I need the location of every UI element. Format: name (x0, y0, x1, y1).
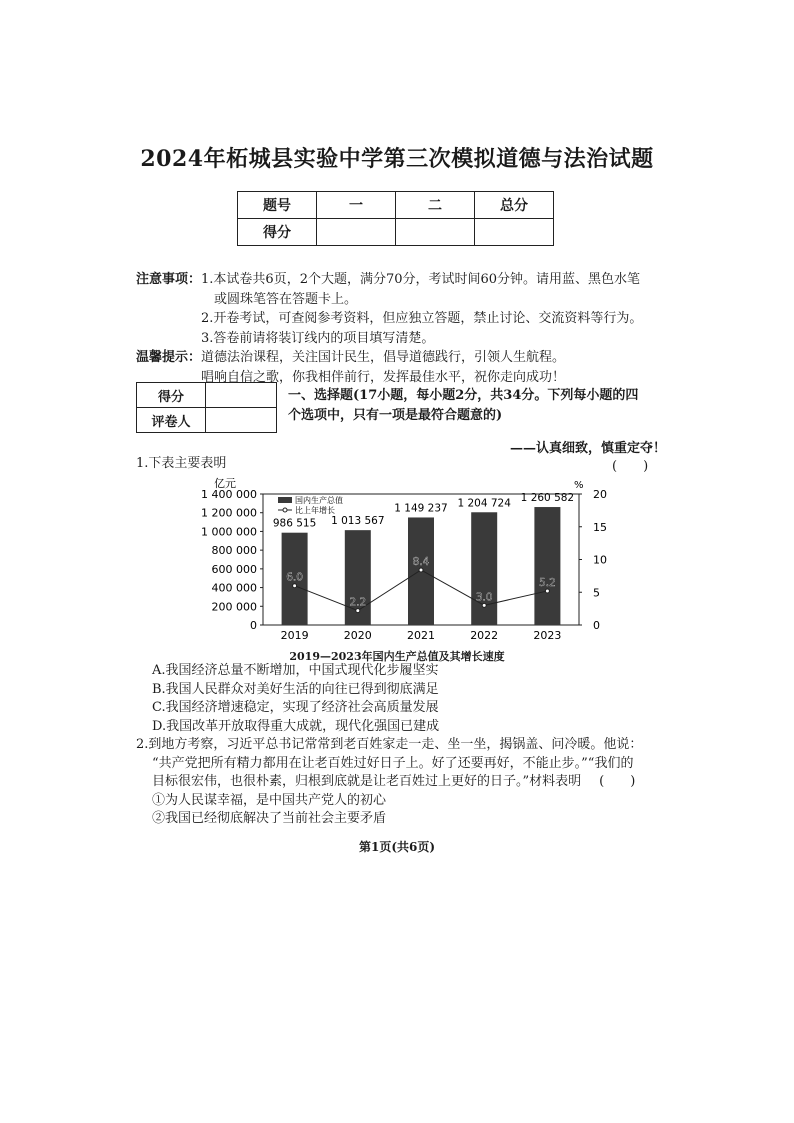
q1-option-a[interactable]: A.我国经济总量不断增加，中国式现代化步履坚实 (152, 663, 439, 678)
left-tick-label: 1 400 000 (201, 488, 257, 501)
left-tick-label: 0 (250, 619, 257, 632)
q1-stem: 1.下表主要表明 (136, 456, 227, 471)
notes-label: 注意事项： (136, 272, 202, 287)
x-tick-label: 2020 (343, 629, 372, 642)
q1-options (152, 662, 439, 736)
chart-left-ticks (201, 488, 263, 632)
gdp-bar-label: 1 260 582 (520, 492, 575, 505)
growth-point (482, 603, 486, 607)
left-tick-label: 800 000 (211, 544, 257, 558)
gdp-bar-label: 1 149 237 (394, 502, 448, 515)
reminder-line-1: 道德法治课程，关注国计民生，倡导道德践行，引领人生航程。 (201, 350, 566, 365)
gdp-bar (471, 512, 497, 625)
note-item-1-cont: 或圆珠笔答在答题卡上。 (214, 291, 358, 307)
section-heading (288, 386, 668, 426)
score-cell-part2[interactable] (396, 219, 475, 246)
reminder-line-2: 唱响自信之歌，你我相伴前行，发挥最佳水平，祝你走向成功！ (201, 369, 566, 385)
q2-answer-paren[interactable]: ( ) (599, 774, 636, 789)
chart-right-ticks (579, 488, 607, 632)
q2-line-1: 2.到地方考察，习近平总书记常常到老百姓家走一走、坐一坐，揭锅盖、问冷暖。他说： (136, 737, 643, 752)
chart-ylabel-left: 亿元 (214, 477, 236, 490)
score-table (237, 191, 554, 246)
q1-answer-paren[interactable]: ( ) (612, 459, 649, 474)
left-tick-label: 1 200 000 (201, 506, 257, 520)
grader-table (136, 382, 277, 433)
score-row-label: 得分 (238, 219, 317, 246)
gdp-bar (534, 507, 560, 625)
score-cell-part1[interactable] (317, 219, 396, 246)
gdp-bar-label: 1 013 567 (331, 515, 385, 528)
score-header-total: 总分 (475, 192, 554, 219)
growth-label: 8.4 (412, 555, 430, 568)
legend-bar-label: 国内生产总值 (295, 496, 343, 505)
exam-title: 2024年柘城县实验中学第三次模拟道德与法治试题 (140, 146, 654, 172)
reminder-label: 温馨提示： (136, 350, 202, 365)
q1-option-d[interactable]: D.我国改革开放取得重大成就，现代化强国已建成 (152, 718, 440, 734)
section-heading-line-1: 一、选择题(17小题，每小题2分，共34分。下列每小题的四 (288, 388, 639, 403)
note-item-3: 3.答卷前请将装订线内的项目填写清楚。 (201, 330, 435, 346)
legend-bar-swatch (278, 497, 292, 503)
growth-label: 6.0 (286, 571, 303, 584)
right-tick-label: 20 (593, 488, 607, 501)
growth-label: 3.0 (475, 591, 493, 604)
chart-title: 2019—2023年国内生产总值及其增长速度 (289, 650, 505, 663)
note-item-1: 1.本试卷共6页，2个大题，满分70分，考试时间60分钟。请用蓝、黑色水笔 (201, 272, 641, 287)
q1-option-b[interactable]: B.我国人民群众对美好生活的向往已得到彻底满足 (152, 681, 439, 697)
x-tick-label: 2023 (533, 629, 562, 642)
left-tick-label: 400 000 (211, 581, 257, 595)
right-tick-label: 0 (593, 619, 600, 632)
growth-point (356, 609, 360, 613)
grader-score-label: 得分 (137, 383, 206, 408)
grader-name-label: 评卷人 (137, 408, 206, 433)
growth-point (545, 589, 549, 593)
right-tick-label: 15 (593, 520, 607, 534)
q2-item-1[interactable]: ①为人民谋幸福，是中国共产党人的初心 (152, 792, 387, 808)
x-tick-label: 2021 (407, 629, 435, 642)
x-tick-label: 2022 (470, 629, 499, 642)
q2-stem (136, 736, 676, 829)
section-motto: ——认真细致，慎重定夺！ (509, 441, 666, 456)
section-heading-line-2: 个选项中，只有一项是最符合题意的) (288, 408, 503, 423)
score-header-part2: 二 (396, 192, 475, 219)
legend-line-label: 比上年增长 (295, 506, 335, 515)
chart-x-labels (281, 629, 562, 642)
score-header-part1: 一 (317, 192, 396, 219)
left-tick-label: 200 000 (211, 600, 257, 614)
growth-point (419, 568, 423, 572)
q2-item-2[interactable]: ②我国已经彻底解决了当前社会主要矛盾 (152, 811, 387, 826)
score-header-qno: 题号 (238, 192, 317, 219)
left-tick-label: 1 000 000 (201, 525, 257, 539)
right-tick-label: 5 (593, 586, 600, 600)
q1-option-c[interactable]: C.我国经济增速稳定，实现了经济社会高质量发展 (152, 700, 439, 715)
chart-ylabel-right: % (574, 480, 584, 491)
note-item-2: 2.开卷考试，可查阅参考资料，但应独立答题，禁止讨论、交流资料等行为。 (201, 311, 643, 326)
left-tick-label: 600 000 (211, 562, 257, 576)
score-cell-total[interactable] (475, 219, 554, 246)
gdp-bar-label: 1 204 724 (457, 497, 511, 510)
legend-line-marker (283, 508, 287, 512)
page-footer: 第1页(共6页) (358, 840, 436, 854)
growth-label: 2.2 (349, 596, 367, 609)
chart-legend (278, 495, 343, 515)
growth-point (293, 584, 297, 588)
q2-line-3: 目标很宏伟，也很朴素，归根到底就是让老百姓过上更好的日子。”材料表明 (152, 774, 582, 789)
gdp-bar-label: 986 515 (272, 517, 317, 530)
gdp-chart (170, 475, 620, 665)
exam-notes (136, 270, 676, 387)
growth-label: 5.2 (539, 576, 556, 589)
grader-score-cell[interactable] (206, 383, 277, 408)
q2-line-2: “共产党把所有精力都用在让老百姓过好日子上。好了还要再好，不能止步。”“我们的 (152, 755, 634, 771)
x-tick-label: 2019 (280, 629, 309, 642)
grader-name-cell[interactable] (206, 408, 277, 433)
right-tick-label: 10 (593, 553, 607, 567)
